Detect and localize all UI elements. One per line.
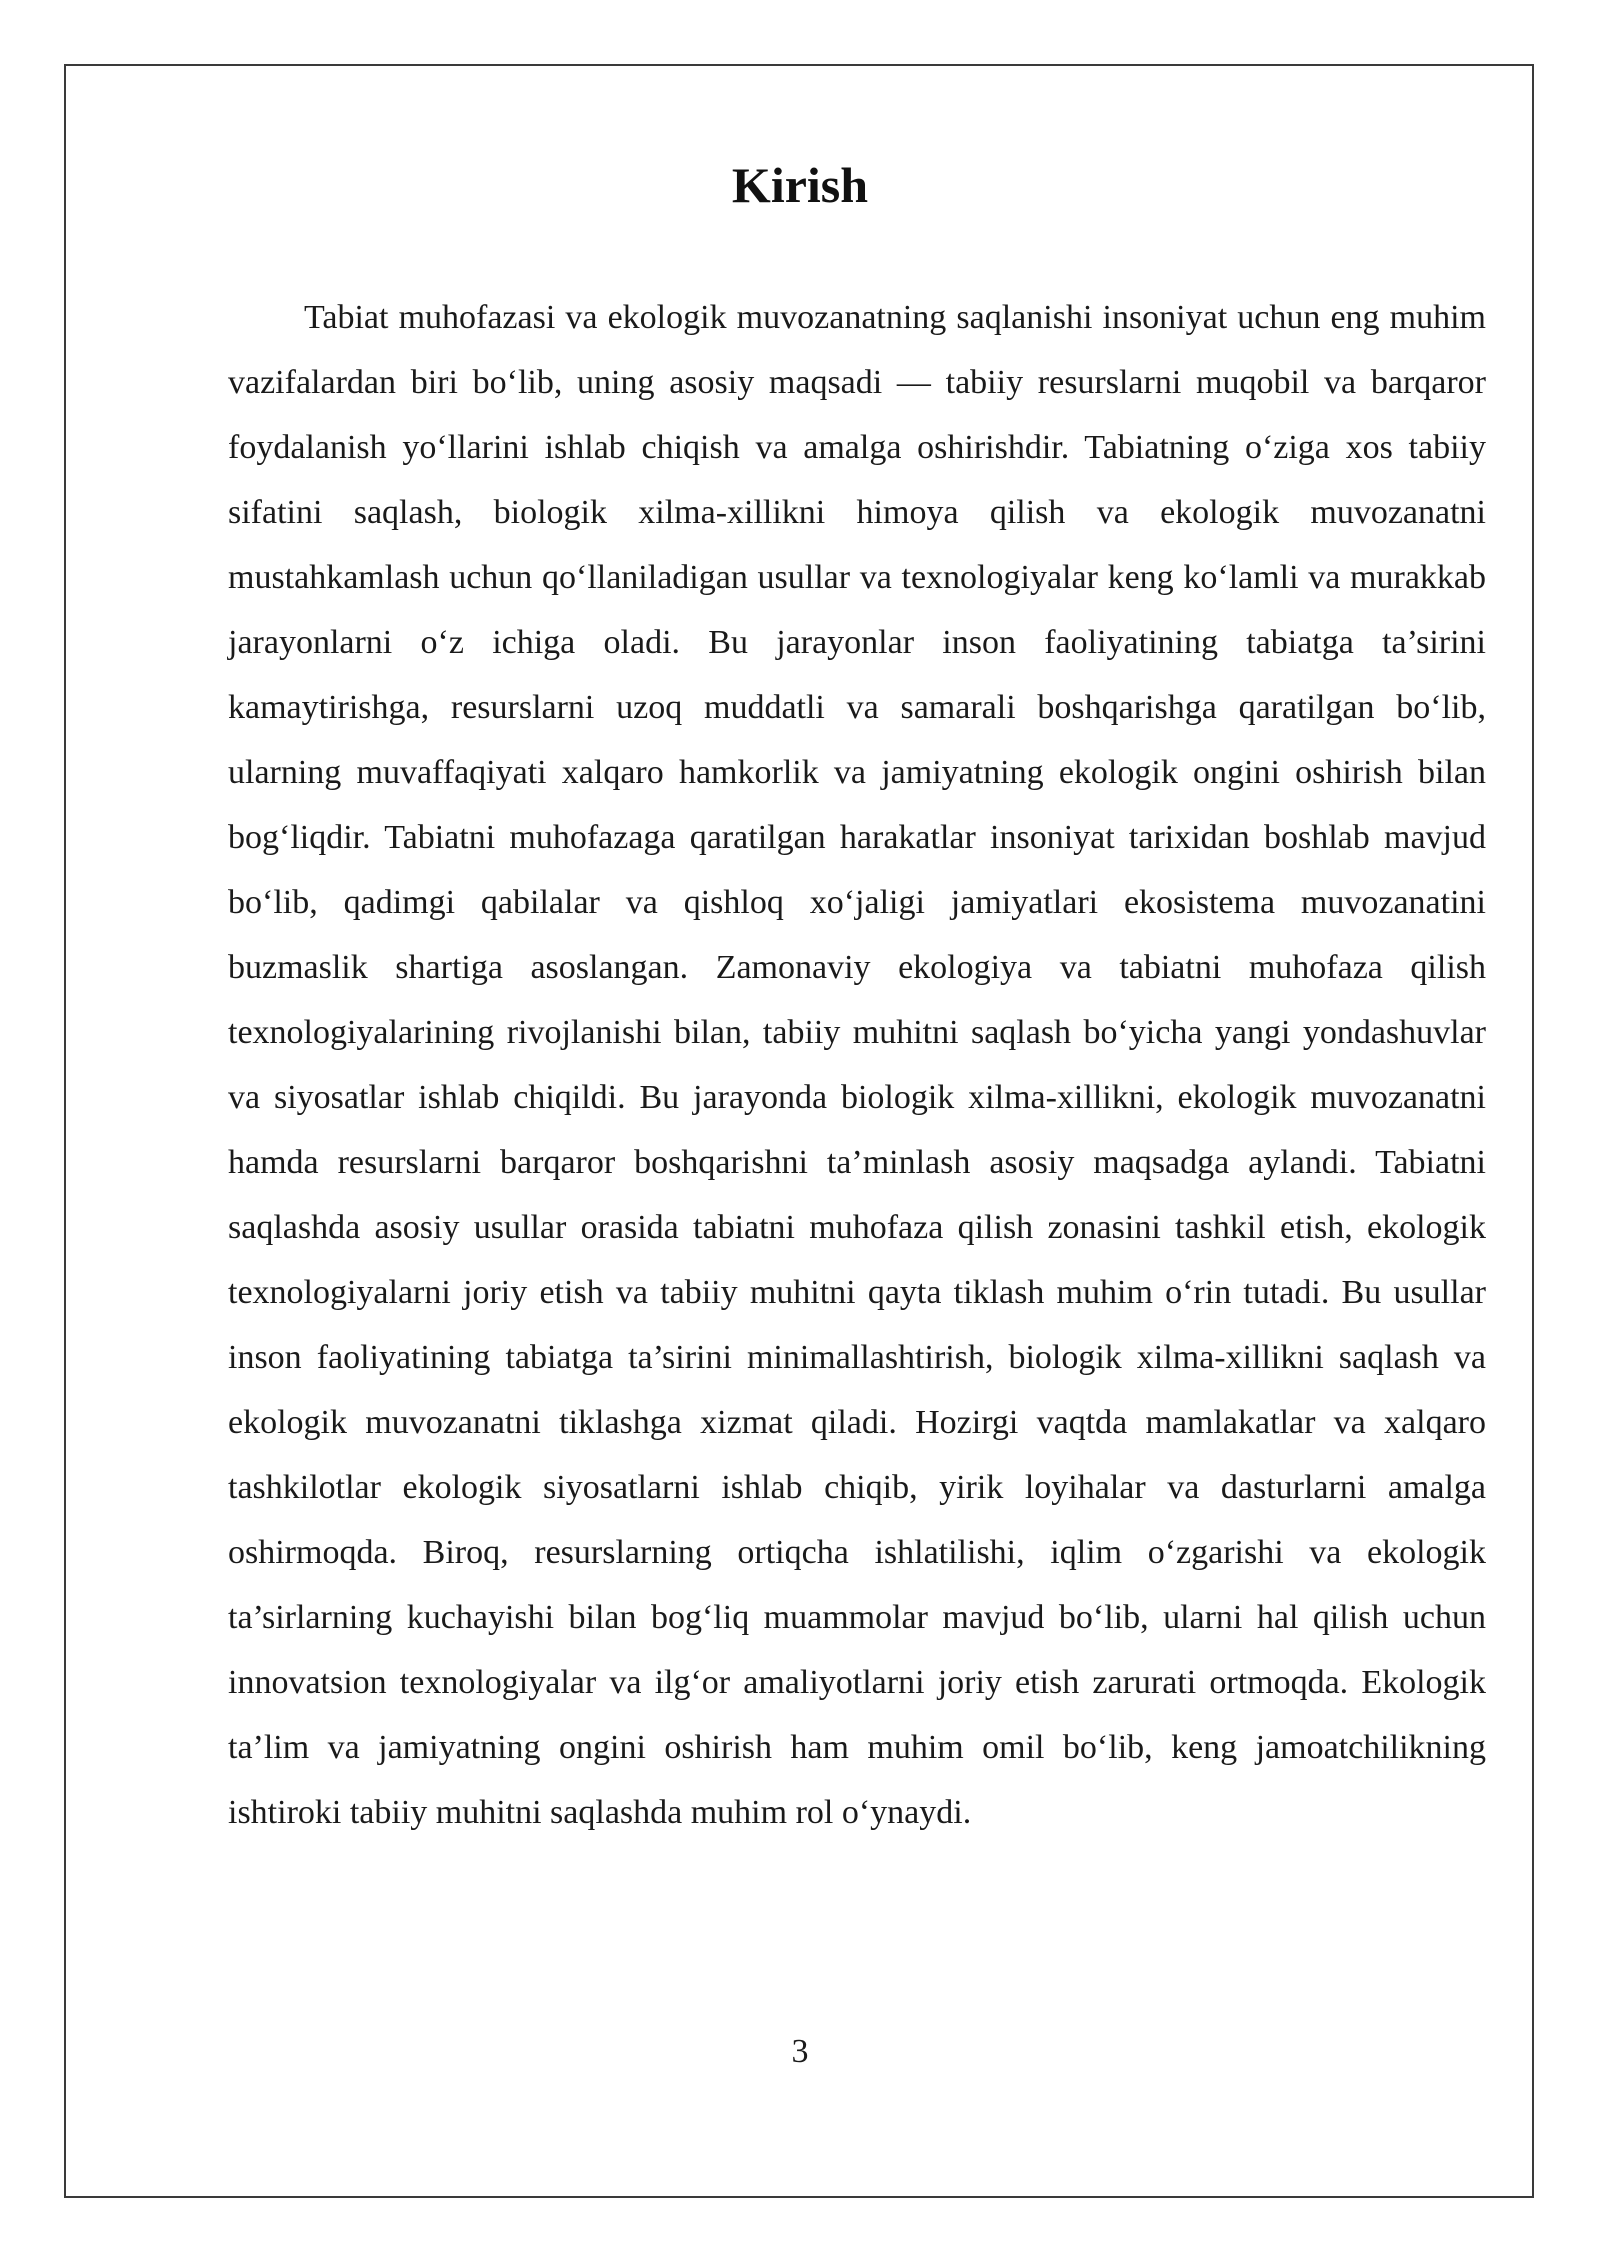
body-paragraph: Tabiat muhofazasi va ekologik muvozanatning saqlanishi insoniyat uchun eng muhim vazifalardan biri bo‘lib, uning asosiy maqsadi — tabiiy resurslarni muqobil va barqaror foydalanish yo‘llarini ishlab chiqish va amalga oshirishdir. Tabiatning o‘ziga xos tabiiy sifatini saqlash, biologik xilma-xillikni himoya qilish va ekologik muvozanatni mustahkamlash uchun qo‘llaniladigan usullar va texnologiyalar keng ko‘lamli va murakkab jarayonlarni o‘z ichiga oladi. Bu jarayonlar inson faoliyatining tabiatga ta’sirini kamaytirishga, resurslarni uzoq muddatli va samarali boshqarishga qaratilgan bo‘lib, ularning muvaffaqiyati xalqaro hamkorlik va jamiyatning ekologik ongini oshirish bilan bog‘liqdir. Tabiatni muhofazaga qaratilgan harakatlar insoniyat tarixidan boshlab mavjud bo‘lib, qadimgi qabilalar va qishloq xo‘jaligi jamiyatlari ekosistema muvozanatini buzmaslik shartiga asoslangan. Zamonaviy ekologiya va tabiatni muhofaza qilish texnologiyalarining rivojlanishi bilan, tabiiy muhitni saqlash bo‘yicha yangi yondashuvlar va siyosatlar ishlab chiqildi. Bu jarayonda biologik xilma-xillikni, ekologik muvozanatni hamda resurslarni barqaror boshqarishni ta’minlash asosiy maqsadga aylandi. Tabiatni saqlashda asosiy usullar orasida tabiatni muhofaza qilish zonasini tashkil etish, ekologik texnologiyalarni joriy etish va tabiiy muhitni qayta tiklash muhim o‘rin tutadi. Bu usullar inson faoliyatining tabiatga ta’sirini minimallashtirish, biologik xilma-xillikni saqlash va ekologik muvozanatni tiklashga xizmat qiladi. Hozirgi vaqtda mamlakatlar va xalqaro tashkilotlar ekologik siyosatlarni ishlab chiqib, yirik loyihalar va dasturlarni amalga oshirmoqda. Biroq, resurslarning ortiqcha ishlatilishi, iqlim o‘zgarishi va ekologik ta’sirlarning kuchayishi bilan bog‘liq muammolar mavjud bo‘lib, ularni hal qilish uchun innovatsion texnologiyalar va ilg‘or amaliyotlarni joriy etish zarurati ortmoqda. Ekologik ta’lim va jamiyatning ongini oshirish ham muhim omil bo‘lib, keng jamoatchilikning ishtiroki tabiiy muhitni saqlashda muhim rol o‘ynaydi. — [228, 299, 1486, 1831]
page-title: Kirish — [731, 157, 869, 213]
page-number: 3 — [791, 2033, 809, 2070]
